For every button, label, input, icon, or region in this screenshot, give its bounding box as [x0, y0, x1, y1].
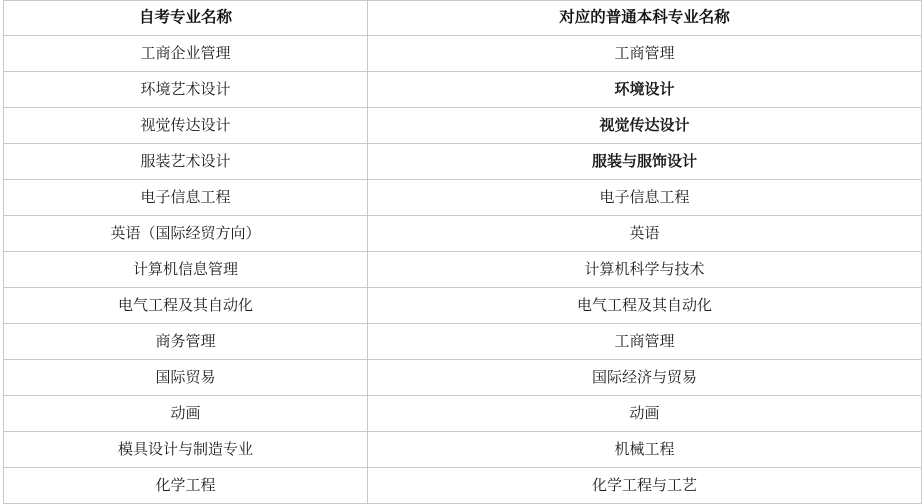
cell-undergraduate-major: 英语	[368, 216, 922, 252]
cell-undergraduate-major: 国际经济与贸易	[368, 360, 922, 396]
cell-undergraduate-major: 环境设计	[368, 72, 922, 108]
cell-self-study-major: 服装艺术设计	[4, 144, 368, 180]
table-row	[4, 108, 922, 144]
cell-self-study-major: 国际贸易	[4, 360, 368, 396]
cell-self-study-major: 工商企业管理	[4, 36, 368, 72]
cell-self-study-major: 英语（国际经贸方向）	[4, 216, 368, 252]
cell-undergraduate-major: 服装与服饰设计	[368, 144, 922, 180]
cell-undergraduate-major: 工商管理	[368, 324, 922, 360]
table-row	[4, 468, 922, 504]
cell-self-study-major: 环境艺术设计	[4, 72, 368, 108]
cell-self-study-major: 视觉传达设计	[4, 108, 368, 144]
cell-self-study-major: 动画	[4, 396, 368, 432]
cell-self-study-major: 电子信息工程	[4, 180, 368, 216]
cell-self-study-major: 模具设计与制造专业	[4, 432, 368, 468]
major-comparison-table	[3, 0, 922, 504]
table-row	[4, 288, 922, 324]
table-row	[4, 360, 922, 396]
table-row	[4, 432, 922, 468]
cell-undergraduate-major: 电子信息工程	[368, 180, 922, 216]
table-row	[4, 72, 922, 108]
cell-undergraduate-major: 机械工程	[368, 432, 922, 468]
cell-self-study-major: 化学工程	[4, 468, 368, 504]
cell-self-study-major: 商务管理	[4, 324, 368, 360]
cell-self-study-major: 计算机信息管理	[4, 252, 368, 288]
cell-self-study-major: 电气工程及其自动化	[4, 288, 368, 324]
table-row	[4, 396, 922, 432]
cell-undergraduate-major: 计算机科学与技术	[368, 252, 922, 288]
cell-undergraduate-major: 动画	[368, 396, 922, 432]
cell-undergraduate-major: 工商管理	[368, 36, 922, 72]
table-row	[4, 36, 922, 72]
cell-undergraduate-major: 化学工程与工艺	[368, 468, 922, 504]
cell-undergraduate-major: 视觉传达设计	[368, 108, 922, 144]
table-header	[4, 1, 922, 36]
table-row	[4, 144, 922, 180]
table-row	[4, 216, 922, 252]
column-header-self-study-major: 自考专业名称	[4, 1, 368, 36]
table-row	[4, 180, 922, 216]
column-header-undergraduate-major: 对应的普通本科专业名称	[368, 1, 922, 36]
cell-undergraduate-major: 电气工程及其自动化	[368, 288, 922, 324]
table-row	[4, 252, 922, 288]
table-header-row	[4, 1, 922, 36]
table-row	[4, 324, 922, 360]
table-body	[4, 36, 922, 504]
